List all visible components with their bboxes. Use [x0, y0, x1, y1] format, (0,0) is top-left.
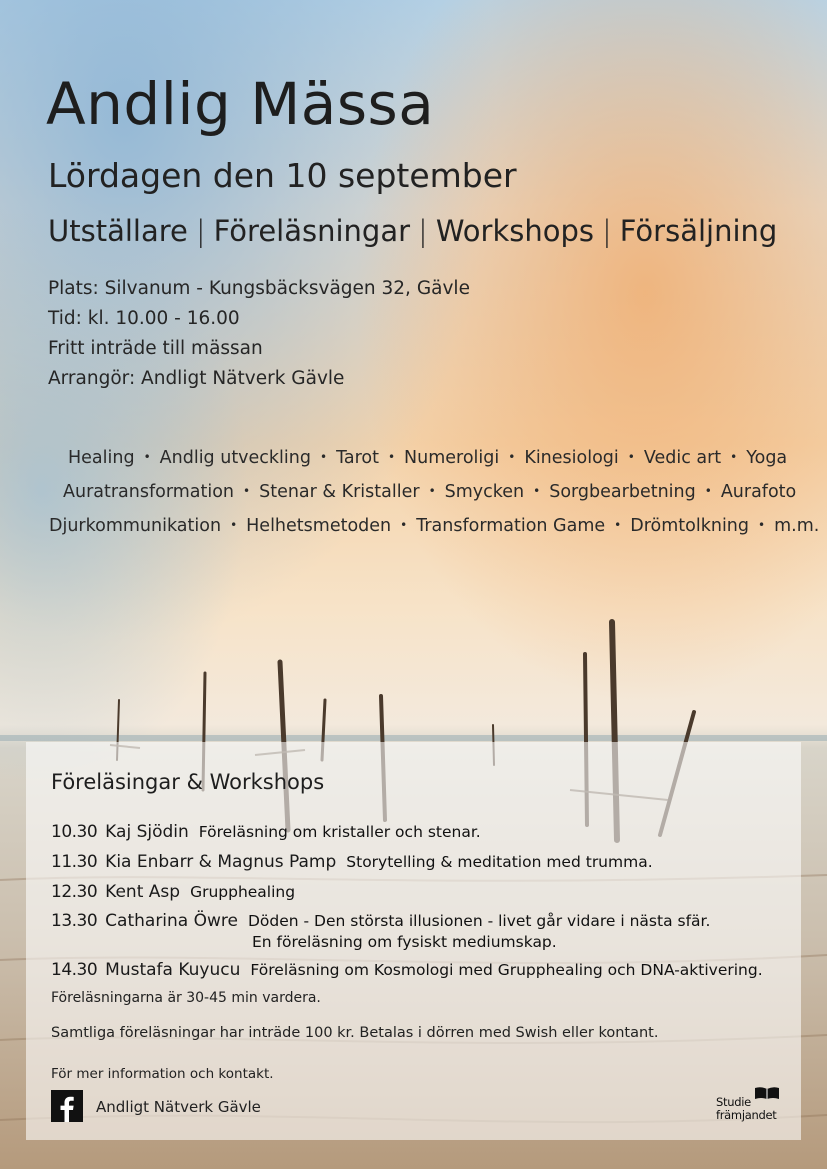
studiefrämjandet-logo: [716, 1086, 784, 1126]
schedule-speaker: Catharina Öwre: [105, 911, 238, 931]
topic-item: Aurafoto: [720, 482, 797, 502]
schedule-topic: Döden - Den största illusionen - livet går vidare i nästa sfär.: [247, 912, 711, 930]
topic-row: [49, 516, 819, 536]
logo-text-line2: främjandet: [716, 1108, 777, 1122]
schedule-heading: Föreläsingar & Workshops: [51, 770, 325, 794]
category-item: Föreläsningar: [213, 214, 411, 248]
schedule-item: [51, 960, 763, 980]
schedule-time: 14.30: [51, 960, 98, 980]
topic-item: Sorgbearbetning: [549, 482, 696, 502]
schedule-speaker: Kaj Sjödin: [105, 822, 189, 842]
topic-item: Tarot: [336, 448, 379, 468]
info-entry: Fritt inträde till mässan: [48, 338, 263, 359]
topic-item: Helhetsmetoden: [246, 516, 392, 536]
contact-label: För mer information och kontakt.: [51, 1066, 274, 1082]
topic-item: Healing: [68, 448, 135, 468]
topic-item: m.m.: [774, 516, 820, 536]
topic-separator: •: [614, 518, 622, 532]
topic-item: Djurkommunikation: [49, 516, 222, 536]
topic-row: [68, 448, 787, 468]
info-organizer: Arrangör: Andligt Nätverk Gävle: [48, 368, 345, 389]
topic-separator: •: [143, 450, 151, 464]
topic-item: Vedic art: [643, 448, 722, 468]
topic-separator: •: [428, 484, 436, 498]
topic-separator: •: [400, 518, 408, 532]
topic-separator: •: [704, 484, 712, 498]
topic-item: Yoga: [746, 448, 788, 468]
schedule-time: 11.30: [51, 852, 98, 872]
book-icon: [754, 1086, 780, 1100]
schedule-item: [51, 911, 711, 951]
topic-separator: •: [319, 450, 328, 464]
event-date: Lördagen den 10 september: [48, 156, 517, 195]
schedule-topic: Föreläsning om Kosmologi med Grupphealing och DNA-aktivering.: [250, 961, 763, 979]
schedule-topic: Föreläsning om kristaller och stenar.: [198, 823, 481, 841]
facebook-icon[interactable]: [51, 1090, 83, 1122]
topic-item: Stenar & Kristaller: [259, 482, 420, 502]
schedule-topic: Storytelling & meditation med trumma.: [346, 853, 653, 871]
category-list: [48, 214, 777, 248]
topic-separator: •: [508, 450, 516, 464]
info-place: Plats: Silvanum - Kungsbäcksvägen 32, Gävle: [48, 278, 470, 299]
topic-item: Transformation Game: [416, 516, 606, 536]
schedule-time: 10.30: [51, 822, 98, 842]
topic-separator: •: [387, 450, 396, 464]
category-separator: |: [602, 214, 612, 248]
topic-row: [63, 482, 796, 502]
topic-item: Andlig utveckling: [159, 448, 311, 468]
event-title: Andlig Mässa: [46, 70, 435, 138]
topic-item: Numeroligi: [404, 448, 500, 468]
schedule-item: [51, 822, 481, 842]
schedule-speaker: Kent Asp: [105, 882, 181, 902]
schedule-speaker: Kia Enbarr & Magnus Pamp: [105, 852, 337, 872]
schedule-item: [51, 882, 295, 902]
schedule-topic-line2: En föreläsning om fysiskt mediumskap.: [252, 933, 557, 951]
info-time: Tid: kl. 10.00 - 16.00: [48, 308, 240, 329]
topic-item: Drömtolkning: [630, 516, 750, 536]
topic-item: Auratransformation: [63, 482, 235, 502]
duration-note: Föreläsningarna är 30-45 min vardera.: [51, 990, 321, 1006]
schedule-time: 12.30: [51, 882, 98, 902]
topic-separator: •: [730, 450, 738, 464]
topic-separator: •: [758, 518, 766, 532]
category-item: Försäljning: [619, 214, 778, 248]
event-info: [48, 274, 470, 394]
category-item: Utställare: [48, 214, 188, 248]
schedule-item: [51, 852, 653, 872]
schedule-topic: Grupphealing: [190, 883, 296, 901]
topic-separator: •: [533, 484, 541, 498]
topic-separator: •: [627, 450, 635, 464]
category-item: Workshops: [435, 214, 594, 248]
price-note: Samtliga föreläsningar har inträde 100 kr. Betalas i dörren med Swish eller kontant.: [51, 1025, 659, 1041]
category-separator: |: [195, 214, 206, 248]
logo-text-line1: Studie: [716, 1095, 751, 1109]
topic-item: Kinesiologi: [524, 448, 619, 468]
schedule-speaker: Mustafa Kuyucu: [105, 960, 241, 980]
topic-item: Smycken: [444, 482, 525, 502]
facebook-page-name[interactable]: Andligt Nätverk Gävle: [96, 1098, 261, 1116]
topic-separator: •: [243, 484, 251, 498]
topic-separator: •: [230, 518, 238, 532]
category-separator: |: [418, 214, 428, 248]
schedule-time: 13.30: [51, 911, 98, 931]
